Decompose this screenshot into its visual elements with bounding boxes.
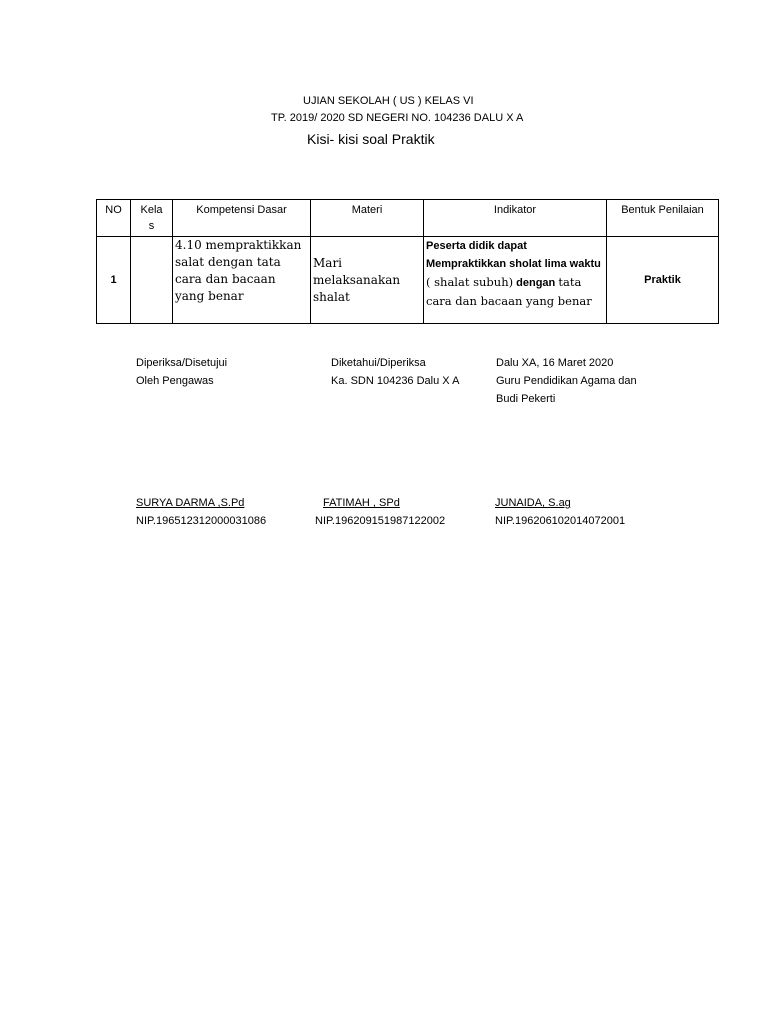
- table-row: [97, 237, 719, 324]
- col-header-kelas: Kela s: [131, 200, 173, 237]
- indikator-text: Peserta didik dapat Mempraktikkan sholat lima waktu: [426, 240, 601, 270]
- indikator-detail: ( shalat subuh): [426, 275, 514, 289]
- signer-left: [136, 494, 266, 530]
- signer-nip-left: NIP.196512312000031086: [136, 515, 267, 527]
- signer-right: [495, 494, 625, 530]
- right-role-2: Budi Pekerti: [496, 393, 556, 405]
- table-header-row: [97, 200, 719, 237]
- col-header-no: NO: [97, 200, 131, 237]
- indikator-connector: dengan: [516, 277, 556, 289]
- signature-block-middle: [331, 354, 459, 390]
- col-header-kompetensi: Kompetensi Dasar: [173, 200, 311, 237]
- document-title: Kisi- kisi soal Praktik: [307, 131, 435, 147]
- signer-nip-middle: NIP.196209151987122002: [315, 515, 446, 527]
- cell-indikator: [424, 237, 607, 324]
- cell-bentuk: Praktik: [607, 237, 719, 324]
- kisi-kisi-table: [96, 199, 719, 324]
- right-place-date: Dalu XA, 16 Maret 2020: [496, 357, 614, 369]
- cell-materi: Mari melaksanakan shalat: [311, 237, 424, 324]
- cell-kompetensi: 4.10 mempraktikkan salat dengan tata cara dan bacaan yang benar: [173, 237, 311, 324]
- col-header-materi: Materi: [311, 200, 424, 237]
- cell-no: 1: [97, 237, 131, 324]
- col-header-bentuk: Bentuk Penilaian: [607, 200, 719, 237]
- signer-name-middle: FATIMAH , SPd: [323, 497, 400, 509]
- cell-kelas: [131, 237, 173, 324]
- school-year-header: TP. 2019/ 2020 SD NEGERI NO. 104236 DALU X A: [271, 112, 524, 124]
- col-header-indikator: Indikator: [424, 200, 607, 237]
- indikator-ending: tata cara dan bacaan yang benar: [426, 275, 592, 308]
- signer-middle: [315, 494, 445, 530]
- middle-role-2: Ka. SDN 104236 Dalu X A: [331, 375, 460, 387]
- signer-nip-right: NIP.196206102014072001: [495, 515, 626, 527]
- exam-header: UJIAN SEKOLAH ( US ) KELAS VI: [303, 95, 474, 107]
- signer-name-right: JUNAIDA, S.ag: [495, 497, 571, 509]
- middle-role-1: Diketahui/Diperiksa: [331, 357, 426, 369]
- signature-block-left: [136, 354, 227, 390]
- left-role-1: Diperiksa/Disetujui: [136, 357, 228, 369]
- signer-name-left: SURYA DARMA ,S.Pd: [136, 497, 245, 509]
- signature-block-right: [496, 354, 637, 408]
- right-role-1: Guru Pendidikan Agama dan: [496, 375, 637, 387]
- left-role-2: Oleh Pengawas: [136, 375, 214, 387]
